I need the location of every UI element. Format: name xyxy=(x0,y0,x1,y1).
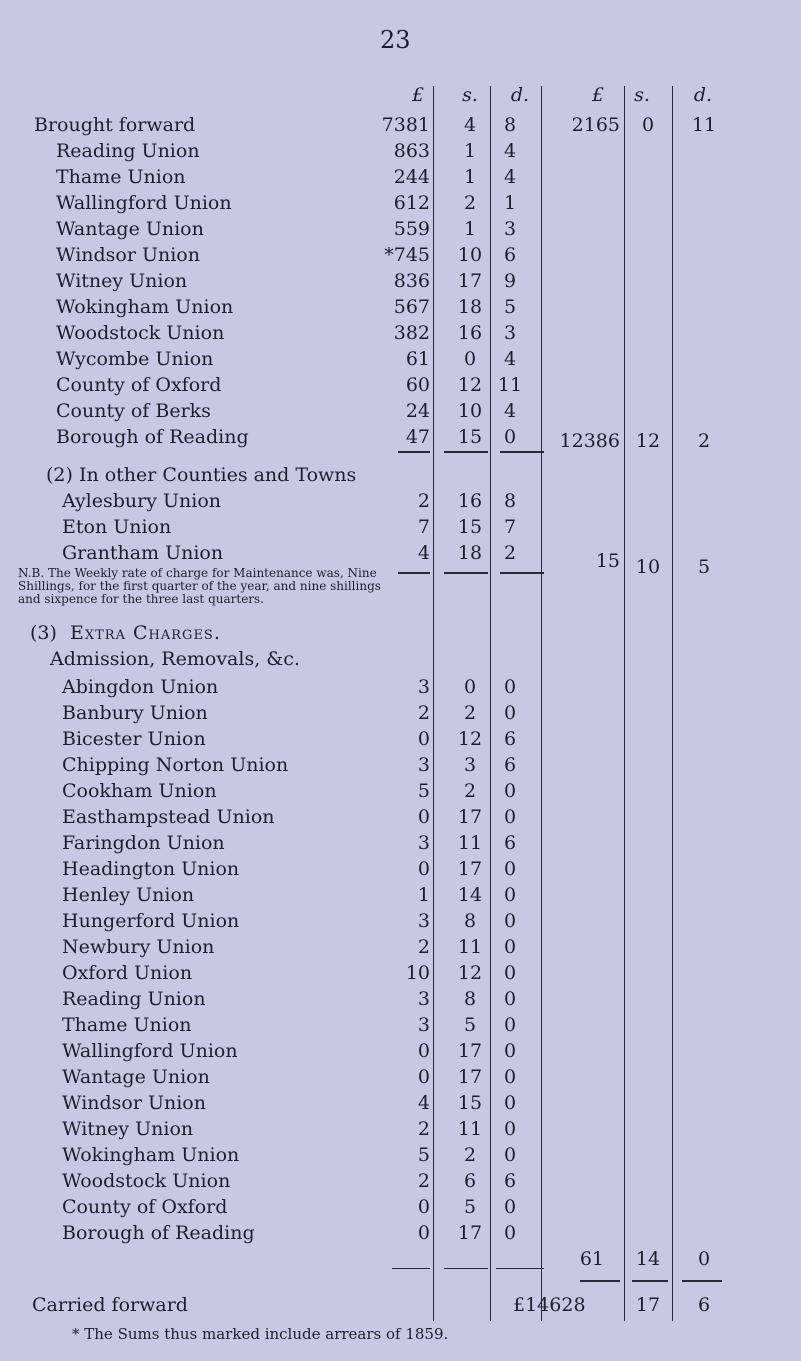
cell-pounds: 0 xyxy=(417,1196,430,1218)
sum-rule xyxy=(500,572,544,574)
maintenance-note: N.B. The Weekly rate of charge for Maintenance was, Nine Shillings, for the first quarter of the year, and nine shillings and sixpence for the three last quarters. xyxy=(18,566,381,606)
row-label: Wantage Union xyxy=(56,218,204,240)
carried-forward-shillings: 17 xyxy=(635,1294,661,1316)
cell-shillings: 2 xyxy=(463,780,477,802)
sum-rule xyxy=(392,1268,430,1269)
header-shillings: s. xyxy=(462,84,478,106)
row-label: Wallingford Union xyxy=(56,192,232,214)
row-label: Windsor Union xyxy=(56,244,200,266)
cell-pence: 0 xyxy=(503,884,517,906)
cell-pence: 3 xyxy=(503,322,517,344)
cell-pence: 9 xyxy=(503,270,517,292)
section-1-total-pounds: 12386 xyxy=(559,430,620,452)
cell-shillings: 12 xyxy=(457,374,483,396)
row-label: Wokingham Union xyxy=(56,296,234,318)
cell-pence: 0 xyxy=(503,988,517,1010)
sum-rule xyxy=(398,451,430,453)
row-label: Eton Union xyxy=(62,516,172,538)
cell-shillings: 1 xyxy=(463,140,477,162)
cell-pounds: 0 xyxy=(417,858,430,880)
cell-pounds: 1 xyxy=(417,884,430,906)
column-rule xyxy=(433,86,434,1321)
cell-pence: 0 xyxy=(503,962,517,984)
cell-pounds: 2 xyxy=(417,1118,430,1140)
cell-pounds: 4 xyxy=(417,1092,430,1114)
cell-pence: 4 xyxy=(503,166,517,188)
header-total-pence: d. xyxy=(693,84,713,106)
cell-pence: 0 xyxy=(503,1196,517,1218)
page-number: 23 xyxy=(380,26,411,54)
cell-pence: 0 xyxy=(503,858,517,880)
row-label: Thame Union xyxy=(62,1014,192,1036)
sum-rule xyxy=(444,1268,488,1269)
cell-pence: 0 xyxy=(503,1014,517,1036)
cell-shillings: 16 xyxy=(457,490,483,512)
sum-rule xyxy=(682,1280,722,1282)
sum-rule xyxy=(632,1280,668,1282)
cell-pounds: 0 xyxy=(417,1040,430,1062)
cell-shillings: 11 xyxy=(457,1118,483,1140)
cell-shillings: 6 xyxy=(463,1170,477,1192)
cell-shillings: 17 xyxy=(457,270,483,292)
cell-pounds: 7 xyxy=(417,516,430,538)
row-label: Borough of Reading xyxy=(62,1222,255,1244)
row-label: Grantham Union xyxy=(62,542,224,564)
row-label: Reading Union xyxy=(56,140,200,162)
cell-pence: 1 xyxy=(503,192,517,214)
row-label: County of Oxford xyxy=(62,1196,228,1218)
cell-pence: 4 xyxy=(503,400,517,422)
row-label: Henley Union xyxy=(62,884,195,906)
sum-rule xyxy=(444,572,488,574)
total-pence: 11 xyxy=(691,114,717,136)
cell-pounds: 2 xyxy=(417,702,430,724)
brought-forward-label: Brought forward xyxy=(34,114,196,136)
row-label: Wycombe Union xyxy=(56,348,214,370)
total-pounds: 2165 xyxy=(571,114,620,136)
cell-pence: 6 xyxy=(503,754,517,776)
cell-pence: 6 xyxy=(503,1170,517,1192)
cell-pounds: 7381 xyxy=(381,114,430,136)
cell-pence: 2 xyxy=(503,542,517,564)
cell-pence: 0 xyxy=(503,1092,517,1114)
cell-pence: 0 xyxy=(503,1222,517,1244)
cell-pence: 0 xyxy=(503,1144,517,1166)
cell-shillings: 15 xyxy=(457,426,483,448)
cell-pounds: 2 xyxy=(417,936,430,958)
sum-rule xyxy=(500,451,544,453)
row-label: Witney Union xyxy=(62,1118,194,1140)
carried-forward-pence: 6 xyxy=(697,1294,711,1316)
cell-pounds: 10 xyxy=(405,962,430,984)
header-pence: d. xyxy=(510,84,530,106)
cell-pounds: 2 xyxy=(417,1170,430,1192)
row-label: Windsor Union xyxy=(62,1092,206,1114)
row-label: Woodstock Union xyxy=(56,322,225,344)
total-shillings: 0 xyxy=(641,114,655,136)
cell-pounds: 3 xyxy=(417,676,430,698)
row-label: Aylesbury Union xyxy=(62,490,222,512)
cell-pence: 3 xyxy=(503,218,517,240)
row-label: Chipping Norton Union xyxy=(62,754,289,776)
row-label: Woodstock Union xyxy=(62,1170,231,1192)
cell-shillings: 0 xyxy=(463,348,477,370)
cell-shillings: 17 xyxy=(457,1066,483,1088)
row-label: Wallingford Union xyxy=(62,1040,238,1062)
cell-shillings: 18 xyxy=(457,542,483,564)
footnote: * The Sums thus marked include arrears of 1859. xyxy=(72,1325,449,1343)
section-2-total-pounds: 15 xyxy=(595,550,620,572)
cell-pence: 0 xyxy=(503,426,517,448)
cell-shillings: 2 xyxy=(463,1144,477,1166)
cell-pounds: 4 xyxy=(417,542,430,564)
cell-shillings: 17 xyxy=(457,1040,483,1062)
sum-rule xyxy=(398,572,430,574)
cell-pence: 4 xyxy=(503,348,517,370)
cell-pence: 4 xyxy=(503,140,517,162)
cell-pence: 6 xyxy=(503,728,517,750)
cell-pounds: 47 xyxy=(405,426,430,448)
row-label: County of Berks xyxy=(56,400,211,422)
row-label: Bicester Union xyxy=(62,728,206,750)
section-3-total-pounds: 61 xyxy=(579,1248,604,1270)
carried-forward-label: Carried forward xyxy=(32,1294,188,1316)
row-label: Oxford Union xyxy=(62,962,193,984)
row-label: Easthampstead Union xyxy=(62,806,275,828)
row-label: Wokingham Union xyxy=(62,1144,240,1166)
cell-pounds: *745 xyxy=(384,244,430,266)
cell-pounds: 567 xyxy=(393,296,430,318)
cell-shillings: 17 xyxy=(457,806,483,828)
cell-pence: 8 xyxy=(503,114,517,136)
cell-pounds: 61 xyxy=(405,348,430,370)
cell-shillings: 10 xyxy=(457,400,483,422)
cell-shillings: 2 xyxy=(463,702,477,724)
header-total-shillings: s. xyxy=(634,84,650,106)
cell-shillings: 17 xyxy=(457,1222,483,1244)
section-3-subheading: Admission, Removals, &c. xyxy=(50,648,300,670)
cell-pounds: 3 xyxy=(417,754,430,776)
cell-shillings: 17 xyxy=(457,858,483,880)
cell-pence: 7 xyxy=(503,516,517,538)
cell-shillings: 1 xyxy=(463,166,477,188)
cell-pence: 0 xyxy=(503,702,517,724)
cell-pounds: 3 xyxy=(417,988,430,1010)
cell-pounds: 382 xyxy=(393,322,430,344)
cell-shillings: 16 xyxy=(457,322,483,344)
sum-rule xyxy=(496,1268,544,1269)
cell-pounds: 0 xyxy=(417,806,430,828)
cell-shillings: 15 xyxy=(457,516,483,538)
row-label: Abingdon Union xyxy=(62,676,219,698)
cell-pounds: 863 xyxy=(393,140,430,162)
cell-pence: 0 xyxy=(503,1040,517,1062)
cell-pounds: 3 xyxy=(417,832,430,854)
cell-shillings: 11 xyxy=(457,832,483,854)
cell-shillings: 3 xyxy=(463,754,477,776)
row-label: Witney Union xyxy=(56,270,188,292)
cell-pounds: 0 xyxy=(417,1066,430,1088)
cell-pence: 11 xyxy=(497,374,523,396)
cell-pence: 0 xyxy=(503,676,517,698)
cell-shillings: 2 xyxy=(463,192,477,214)
header-pounds: £ xyxy=(411,84,425,106)
cell-pounds: 559 xyxy=(393,218,430,240)
cell-pounds: 2 xyxy=(417,490,430,512)
section-2-heading: (2) In other Counties and Towns xyxy=(46,464,357,486)
cell-shillings: 5 xyxy=(463,1014,477,1036)
cell-pounds: 0 xyxy=(417,728,430,750)
column-rule xyxy=(624,86,625,1321)
section-2-total-shillings: 10 xyxy=(635,556,661,578)
row-label: Headington Union xyxy=(62,858,240,880)
section-3-total-shillings: 14 xyxy=(635,1248,661,1270)
cell-pounds: 60 xyxy=(405,374,430,396)
section-2-total-pence: 5 xyxy=(697,556,711,578)
cell-pounds: 244 xyxy=(393,166,430,188)
cell-shillings: 14 xyxy=(457,884,483,906)
row-label: Thame Union xyxy=(56,166,186,188)
cell-shillings: 8 xyxy=(463,910,477,932)
section-1-total-shillings: 12 xyxy=(635,430,661,452)
cell-shillings: 12 xyxy=(457,728,483,750)
cell-pounds: 5 xyxy=(417,1144,430,1166)
row-label: County of Oxford xyxy=(56,374,222,396)
row-label: Banbury Union xyxy=(62,702,208,724)
row-label: Faringdon Union xyxy=(62,832,225,854)
column-rule xyxy=(672,86,673,1321)
cell-pence: 6 xyxy=(503,832,517,854)
carried-forward-pounds: £14628 xyxy=(513,1294,586,1316)
sum-rule xyxy=(580,1280,620,1282)
cell-pounds: 24 xyxy=(405,400,430,422)
cell-pence: 0 xyxy=(503,780,517,802)
cell-pence: 0 xyxy=(503,910,517,932)
column-rule xyxy=(541,86,542,1321)
cell-pence: 0 xyxy=(503,1118,517,1140)
cell-shillings: 18 xyxy=(457,296,483,318)
cell-pounds: 612 xyxy=(393,192,430,214)
cell-shillings: 15 xyxy=(457,1092,483,1114)
cell-pounds: 5 xyxy=(417,780,430,802)
section-3-number: (3) xyxy=(30,622,57,644)
cell-shillings: 5 xyxy=(463,1196,477,1218)
cell-pounds: 0 xyxy=(417,1222,430,1244)
cell-pounds: 3 xyxy=(417,910,430,932)
section-3-total-pence: 0 xyxy=(697,1248,711,1270)
cell-pence: 0 xyxy=(503,806,517,828)
row-label: Cookham Union xyxy=(62,780,217,802)
header-total-pounds: £ xyxy=(591,84,605,106)
cell-shillings: 0 xyxy=(463,676,477,698)
section-1-total-pence: 2 xyxy=(697,430,711,452)
row-label: Reading Union xyxy=(62,988,206,1010)
cell-shillings: 8 xyxy=(463,988,477,1010)
cell-pence: 0 xyxy=(503,1066,517,1088)
sum-rule xyxy=(444,451,488,453)
cell-shillings: 11 xyxy=(457,936,483,958)
cell-shillings: 12 xyxy=(457,962,483,984)
row-label: Newbury Union xyxy=(62,936,215,958)
cell-pence: 5 xyxy=(503,296,517,318)
cell-pence: 8 xyxy=(503,490,517,512)
cell-pounds: 3 xyxy=(417,1014,430,1036)
row-label: Hungerford Union xyxy=(62,910,240,932)
cell-pounds: 836 xyxy=(393,270,430,292)
row-label: Wantage Union xyxy=(62,1066,210,1088)
cell-shillings: 4 xyxy=(463,114,477,136)
cell-pence: 0 xyxy=(503,936,517,958)
cell-pence: 6 xyxy=(503,244,517,266)
section-3-heading: Extra Charges. xyxy=(70,622,221,644)
row-label: Borough of Reading xyxy=(56,426,249,448)
cell-shillings: 1 xyxy=(463,218,477,240)
cell-shillings: 10 xyxy=(457,244,483,266)
